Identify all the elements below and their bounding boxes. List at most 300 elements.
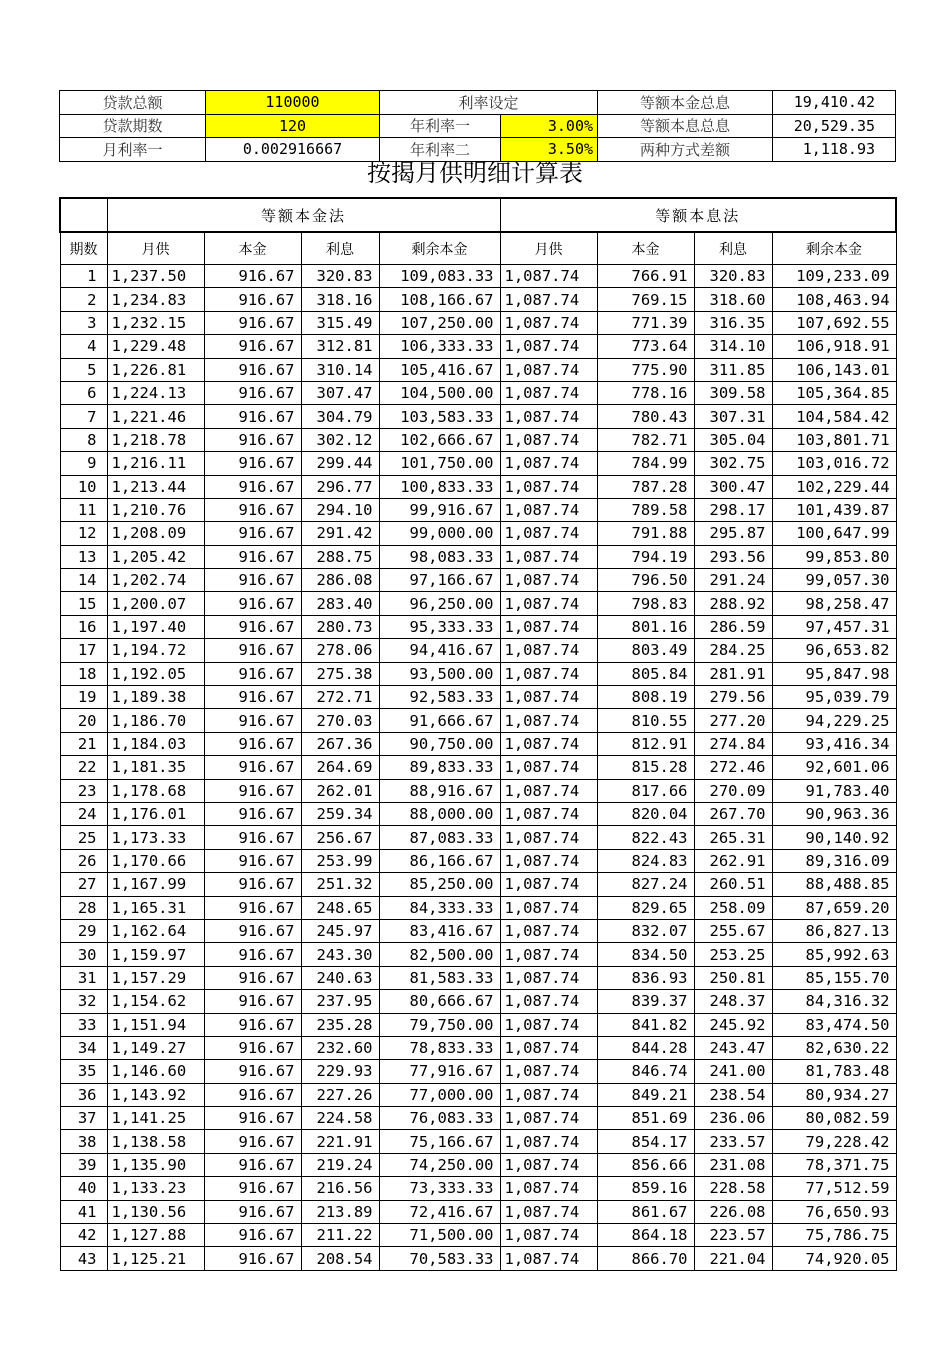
- period-cell: 36: [60, 1083, 107, 1106]
- column-header-remaining: 剩余本金: [379, 232, 500, 265]
- ei-principal-cell: 789.58: [597, 498, 694, 521]
- ep-interest-cell: 304.79: [301, 405, 379, 428]
- ei-payment-cell: 1,087.74: [500, 1036, 597, 1059]
- ep-payment-cell: 1,237.50: [107, 265, 204, 288]
- ep-interest-cell: 251.32: [301, 873, 379, 896]
- ei-payment-cell: 1,087.74: [500, 943, 597, 966]
- ei-remaining-cell: 99,057.30: [772, 569, 896, 592]
- ep-remaining-cell: 109,083.33: [379, 265, 500, 288]
- ei-remaining-cell: 75,786.75: [772, 1224, 896, 1247]
- ep-interest-cell: 315.49: [301, 311, 379, 334]
- ep-payment-cell: 1,226.81: [107, 358, 204, 381]
- ep-payment-cell: 1,224.13: [107, 381, 204, 404]
- ei-remaining-cell: 94,229.25: [772, 709, 896, 732]
- column-header-principal: 本金: [204, 232, 301, 265]
- period-cell: 37: [60, 1107, 107, 1130]
- ei-interest-cell: 288.92: [694, 592, 772, 615]
- ep-remaining-cell: 88,000.00: [379, 802, 500, 825]
- ep-payment-cell: 1,186.70: [107, 709, 204, 732]
- ep-payment-cell: 1,130.56: [107, 1200, 204, 1223]
- ep-principal-cell: 916.67: [204, 1107, 301, 1130]
- column-header-remaining: 剩余本金: [772, 232, 896, 265]
- ei-interest-cell: 250.81: [694, 966, 772, 989]
- ei-payment-cell: 1,087.74: [500, 452, 597, 475]
- ei-remaining-cell: 95,039.79: [772, 686, 896, 709]
- ei-principal-cell: 784.99: [597, 452, 694, 475]
- ei-payment-cell: 1,087.74: [500, 592, 597, 615]
- ei-payment-cell: 1,087.74: [500, 686, 597, 709]
- equal-principal-interest-value: 19,410.42: [773, 91, 896, 115]
- ei-principal-cell: 796.50: [597, 569, 694, 592]
- period-cell: 10: [60, 475, 107, 498]
- ep-remaining-cell: 105,416.67: [379, 358, 500, 381]
- ep-remaining-cell: 100,833.33: [379, 475, 500, 498]
- ep-payment-cell: 1,218.78: [107, 428, 204, 451]
- ep-interest-cell: 259.34: [301, 802, 379, 825]
- ei-remaining-cell: 100,647.99: [772, 522, 896, 545]
- ep-remaining-cell: 98,083.33: [379, 545, 500, 568]
- table-row: [60, 943, 896, 966]
- ep-interest-cell: 235.28: [301, 1013, 379, 1036]
- table-row: [60, 873, 896, 896]
- ep-payment-cell: 1,162.64: [107, 919, 204, 942]
- ep-payment-cell: 1,181.35: [107, 756, 204, 779]
- ep-interest-cell: 232.60: [301, 1036, 379, 1059]
- ei-payment-cell: 1,087.74: [500, 358, 597, 381]
- ep-interest-cell: 296.77: [301, 475, 379, 498]
- ei-payment-cell: 1,087.74: [500, 1247, 597, 1270]
- column-header-interest: 利息: [301, 232, 379, 265]
- ei-principal-cell: 824.83: [597, 849, 694, 872]
- ei-interest-cell: 238.54: [694, 1083, 772, 1106]
- ep-principal-cell: 916.67: [204, 615, 301, 638]
- ei-interest-cell: 223.57: [694, 1224, 772, 1247]
- ei-interest-cell: 309.58: [694, 381, 772, 404]
- period-cell: 26: [60, 849, 107, 872]
- ep-remaining-cell: 78,833.33: [379, 1036, 500, 1059]
- ep-principal-cell: 916.67: [204, 452, 301, 475]
- ep-interest-cell: 213.89: [301, 1200, 379, 1223]
- loan-periods-label: 贷款期数: [60, 114, 206, 138]
- ep-remaining-cell: 85,250.00: [379, 873, 500, 896]
- ep-remaining-cell: 93,500.00: [379, 662, 500, 685]
- table-row: [60, 919, 896, 942]
- ei-interest-cell: 245.92: [694, 1013, 772, 1036]
- ei-principal-cell: 801.16: [597, 615, 694, 638]
- ep-interest-cell: 286.08: [301, 569, 379, 592]
- ep-remaining-cell: 82,500.00: [379, 943, 500, 966]
- annual-rate-one-label: 年利率一: [380, 114, 501, 138]
- ei-remaining-cell: 81,783.48: [772, 1060, 896, 1083]
- ei-interest-cell: 281.91: [694, 662, 772, 685]
- ei-remaining-cell: 77,512.59: [772, 1177, 896, 1200]
- period-cell: 35: [60, 1060, 107, 1083]
- ep-principal-cell: 916.67: [204, 522, 301, 545]
- ep-interest-cell: 310.14: [301, 358, 379, 381]
- ep-remaining-cell: 88,916.67: [379, 779, 500, 802]
- ep-interest-cell: 302.12: [301, 428, 379, 451]
- ei-payment-cell: 1,087.74: [500, 849, 597, 872]
- ei-interest-cell: 255.67: [694, 919, 772, 942]
- ei-remaining-cell: 92,601.06: [772, 756, 896, 779]
- table-row: [60, 849, 896, 872]
- ep-interest-cell: 280.73: [301, 615, 379, 638]
- group-header-equal-principal: 等额本金法: [107, 198, 500, 232]
- ei-interest-cell: 295.87: [694, 522, 772, 545]
- ep-principal-cell: 916.67: [204, 1036, 301, 1059]
- ei-interest-cell: 243.47: [694, 1036, 772, 1059]
- ep-payment-cell: 1,189.38: [107, 686, 204, 709]
- ei-remaining-cell: 83,474.50: [772, 1013, 896, 1036]
- ei-interest-cell: 260.51: [694, 873, 772, 896]
- ei-principal-cell: 798.83: [597, 592, 694, 615]
- ep-interest-cell: 216.56: [301, 1177, 379, 1200]
- period-cell: 33: [60, 1013, 107, 1036]
- ei-principal-cell: 841.82: [597, 1013, 694, 1036]
- period-cell: 41: [60, 1200, 107, 1223]
- ei-payment-cell: 1,087.74: [500, 709, 597, 732]
- table-row: [60, 358, 896, 381]
- ei-remaining-cell: 103,801.71: [772, 428, 896, 451]
- ep-principal-cell: 916.67: [204, 826, 301, 849]
- ei-principal-cell: 844.28: [597, 1036, 694, 1059]
- ei-remaining-cell: 102,229.44: [772, 475, 896, 498]
- ep-principal-cell: 916.67: [204, 779, 301, 802]
- ei-payment-cell: 1,087.74: [500, 966, 597, 989]
- ep-interest-cell: 283.40: [301, 592, 379, 615]
- ei-principal-cell: 829.65: [597, 896, 694, 919]
- table-row: [60, 1107, 896, 1130]
- ei-payment-cell: 1,087.74: [500, 919, 597, 942]
- ei-interest-cell: 228.58: [694, 1177, 772, 1200]
- ep-interest-cell: 312.81: [301, 335, 379, 358]
- ei-payment-cell: 1,087.74: [500, 569, 597, 592]
- ep-remaining-cell: 76,083.33: [379, 1107, 500, 1130]
- ei-interest-cell: 318.60: [694, 288, 772, 311]
- table-row: [60, 662, 896, 685]
- ep-principal-cell: 916.67: [204, 335, 301, 358]
- ep-interest-cell: 237.95: [301, 990, 379, 1013]
- ei-interest-cell: 314.10: [694, 335, 772, 358]
- parameters-row: [60, 114, 896, 138]
- ep-interest-cell: 245.97: [301, 919, 379, 942]
- ep-remaining-cell: 96,250.00: [379, 592, 500, 615]
- ei-payment-cell: 1,087.74: [500, 1013, 597, 1036]
- table-row: [60, 1153, 896, 1176]
- ep-interest-cell: 267.36: [301, 732, 379, 755]
- table-row: [60, 335, 896, 358]
- ep-principal-cell: 916.67: [204, 592, 301, 615]
- ep-payment-cell: 1,210.76: [107, 498, 204, 521]
- ei-payment-cell: 1,087.74: [500, 522, 597, 545]
- table-row: [60, 732, 896, 755]
- period-cell: 19: [60, 686, 107, 709]
- ep-remaining-cell: 75,166.67: [379, 1130, 500, 1153]
- ep-principal-cell: 916.67: [204, 990, 301, 1013]
- rate-settings-label: 利率设定: [380, 91, 598, 115]
- table-row: [60, 452, 896, 475]
- ei-remaining-cell: 105,364.85: [772, 381, 896, 404]
- ei-interest-cell: 231.08: [694, 1153, 772, 1176]
- table-row: [60, 545, 896, 568]
- ep-remaining-cell: 97,166.67: [379, 569, 500, 592]
- parameters-row: [60, 91, 896, 115]
- table-row: [60, 1200, 896, 1223]
- ep-payment-cell: 1,216.11: [107, 452, 204, 475]
- ei-payment-cell: 1,087.74: [500, 1177, 597, 1200]
- ei-payment-cell: 1,087.74: [500, 428, 597, 451]
- ei-remaining-cell: 98,258.47: [772, 592, 896, 615]
- period-cell: 22: [60, 756, 107, 779]
- ep-payment-cell: 1,205.42: [107, 545, 204, 568]
- period-cell: 16: [60, 615, 107, 638]
- ep-payment-cell: 1,135.90: [107, 1153, 204, 1176]
- ei-remaining-cell: 106,918.91: [772, 335, 896, 358]
- table-row: [60, 592, 896, 615]
- table-row: [60, 1130, 896, 1153]
- ep-principal-cell: 916.67: [204, 288, 301, 311]
- ei-remaining-cell: 90,140.92: [772, 826, 896, 849]
- ei-payment-cell: 1,087.74: [500, 615, 597, 638]
- ep-payment-cell: 1,221.46: [107, 405, 204, 428]
- ei-payment-cell: 1,087.74: [500, 826, 597, 849]
- ei-principal-cell: 856.66: [597, 1153, 694, 1176]
- ei-remaining-cell: 99,853.80: [772, 545, 896, 568]
- ei-payment-cell: 1,087.74: [500, 498, 597, 521]
- ep-principal-cell: 916.67: [204, 1060, 301, 1083]
- ep-remaining-cell: 87,083.33: [379, 826, 500, 849]
- ep-remaining-cell: 70,583.33: [379, 1247, 500, 1270]
- table-row: [60, 896, 896, 919]
- ep-payment-cell: 1,165.31: [107, 896, 204, 919]
- ei-principal-cell: 778.16: [597, 381, 694, 404]
- equal-installment-interest-label: 等额本息总息: [598, 114, 773, 138]
- ei-interest-cell: 221.04: [694, 1247, 772, 1270]
- ep-interest-cell: 256.67: [301, 826, 379, 849]
- ep-interest-cell: 208.54: [301, 1247, 379, 1270]
- column-header-principal: 本金: [597, 232, 694, 265]
- ei-remaining-cell: 85,992.63: [772, 943, 896, 966]
- ei-remaining-cell: 80,082.59: [772, 1107, 896, 1130]
- ep-remaining-cell: 108,166.67: [379, 288, 500, 311]
- ep-interest-cell: 320.83: [301, 265, 379, 288]
- ei-principal-cell: 832.07: [597, 919, 694, 942]
- ep-remaining-cell: 83,416.67: [379, 919, 500, 942]
- table-row: [60, 405, 896, 428]
- ei-principal-cell: 836.93: [597, 966, 694, 989]
- ei-remaining-cell: 78,371.75: [772, 1153, 896, 1176]
- ei-remaining-cell: 88,488.85: [772, 873, 896, 896]
- ei-remaining-cell: 74,920.05: [772, 1247, 896, 1270]
- schedule-rows: [60, 265, 896, 1271]
- period-cell: 15: [60, 592, 107, 615]
- period-cell: 23: [60, 779, 107, 802]
- table-row: [60, 1083, 896, 1106]
- annual-rate-two-input[interactable]: 3.50%: [501, 138, 598, 162]
- ei-principal-cell: 810.55: [597, 709, 694, 732]
- table-row: [60, 1036, 896, 1059]
- table-row: [60, 381, 896, 404]
- annual-rate-one-input[interactable]: 3.00%: [501, 114, 598, 138]
- ep-payment-cell: 1,194.72: [107, 639, 204, 662]
- column-header-period: 期数: [60, 232, 107, 265]
- ep-interest-cell: 211.22: [301, 1224, 379, 1247]
- ei-remaining-cell: 97,457.31: [772, 615, 896, 638]
- ep-payment-cell: 1,127.88: [107, 1224, 204, 1247]
- period-cell: 8: [60, 428, 107, 451]
- ep-payment-cell: 1,200.07: [107, 592, 204, 615]
- ep-payment-cell: 1,197.40: [107, 615, 204, 638]
- ei-interest-cell: 236.06: [694, 1107, 772, 1130]
- table-row: [60, 779, 896, 802]
- ep-remaining-cell: 84,333.33: [379, 896, 500, 919]
- ep-payment-cell: 1,202.74: [107, 569, 204, 592]
- ep-principal-cell: 916.67: [204, 849, 301, 872]
- ep-interest-cell: 262.01: [301, 779, 379, 802]
- period-cell: 32: [60, 990, 107, 1013]
- ep-payment-cell: 1,125.21: [107, 1247, 204, 1270]
- ei-remaining-cell: 107,692.55: [772, 311, 896, 334]
- ep-payment-cell: 1,229.48: [107, 335, 204, 358]
- difference-value: 1,118.93: [773, 138, 896, 162]
- table-row: [60, 826, 896, 849]
- ei-interest-cell: 272.46: [694, 756, 772, 779]
- ep-principal-cell: 916.67: [204, 732, 301, 755]
- ep-interest-cell: 253.99: [301, 849, 379, 872]
- period-cell: 4: [60, 335, 107, 358]
- loan-periods-input[interactable]: 120: [206, 114, 380, 138]
- ei-principal-cell: 822.43: [597, 826, 694, 849]
- period-cell: 7: [60, 405, 107, 428]
- ep-interest-cell: 288.75: [301, 545, 379, 568]
- ei-remaining-cell: 95,847.98: [772, 662, 896, 685]
- period-cell: 30: [60, 943, 107, 966]
- period-cell: 28: [60, 896, 107, 919]
- period-cell: 1: [60, 265, 107, 288]
- ei-payment-cell: 1,087.74: [500, 896, 597, 919]
- ei-remaining-cell: 82,630.22: [772, 1036, 896, 1059]
- ep-remaining-cell: 80,666.67: [379, 990, 500, 1013]
- ep-remaining-cell: 104,500.00: [379, 381, 500, 404]
- ep-interest-cell: 240.63: [301, 966, 379, 989]
- ei-payment-cell: 1,087.74: [500, 288, 597, 311]
- period-cell: 24: [60, 802, 107, 825]
- ei-payment-cell: 1,087.74: [500, 1083, 597, 1106]
- ep-principal-cell: 916.67: [204, 756, 301, 779]
- table-row: [60, 428, 896, 451]
- ei-payment-cell: 1,087.74: [500, 873, 597, 896]
- column-header-payment: 月供: [500, 232, 597, 265]
- table-row: [60, 639, 896, 662]
- table-row: [60, 1224, 896, 1247]
- ei-principal-cell: 820.04: [597, 802, 694, 825]
- loan-amount-input[interactable]: 110000: [206, 91, 380, 115]
- period-cell: 2: [60, 288, 107, 311]
- ei-interest-cell: 277.20: [694, 709, 772, 732]
- ep-principal-cell: 916.67: [204, 1224, 301, 1247]
- ep-payment-cell: 1,138.58: [107, 1130, 204, 1153]
- period-cell: 9: [60, 452, 107, 475]
- ei-principal-cell: 808.19: [597, 686, 694, 709]
- ei-interest-cell: 298.17: [694, 498, 772, 521]
- ei-interest-cell: 291.24: [694, 569, 772, 592]
- ei-interest-cell: 274.84: [694, 732, 772, 755]
- ei-remaining-cell: 106,143.01: [772, 358, 896, 381]
- ep-interest-cell: 294.10: [301, 498, 379, 521]
- loan-amount-label: 贷款总额: [60, 91, 206, 115]
- ei-payment-cell: 1,087.74: [500, 662, 597, 685]
- ei-principal-cell: 854.17: [597, 1130, 694, 1153]
- ei-interest-cell: 300.47: [694, 475, 772, 498]
- period-cell: 43: [60, 1247, 107, 1270]
- table-row: [60, 498, 896, 521]
- ei-remaining-cell: 79,228.42: [772, 1130, 896, 1153]
- ep-principal-cell: 916.67: [204, 381, 301, 404]
- ep-payment-cell: 1,146.60: [107, 1060, 204, 1083]
- ei-payment-cell: 1,087.74: [500, 1060, 597, 1083]
- ei-payment-cell: 1,087.74: [500, 1200, 597, 1223]
- ei-payment-cell: 1,087.74: [500, 1130, 597, 1153]
- ei-remaining-cell: 87,659.20: [772, 896, 896, 919]
- ei-principal-cell: 766.91: [597, 265, 694, 288]
- ei-remaining-cell: 93,416.34: [772, 732, 896, 755]
- loan-parameters-table: [59, 90, 896, 162]
- ep-principal-cell: 916.67: [204, 1200, 301, 1223]
- ep-principal-cell: 916.67: [204, 966, 301, 989]
- ep-remaining-cell: 71,500.00: [379, 1224, 500, 1247]
- ei-principal-cell: 815.28: [597, 756, 694, 779]
- ep-remaining-cell: 74,250.00: [379, 1153, 500, 1176]
- ep-principal-cell: 916.67: [204, 1177, 301, 1200]
- ei-payment-cell: 1,087.74: [500, 1107, 597, 1130]
- ep-payment-cell: 1,178.68: [107, 779, 204, 802]
- ep-interest-cell: 278.06: [301, 639, 379, 662]
- ep-principal-cell: 916.67: [204, 639, 301, 662]
- ei-principal-cell: 794.19: [597, 545, 694, 568]
- ep-principal-cell: 916.67: [204, 265, 301, 288]
- period-cell: 11: [60, 498, 107, 521]
- ep-remaining-cell: 79,750.00: [379, 1013, 500, 1036]
- monthly-rate-label: 月利率一: [60, 138, 206, 162]
- column-header-payment: 月供: [107, 232, 204, 265]
- ei-remaining-cell: 90,963.36: [772, 802, 896, 825]
- monthly-rate-value: 0.002916667: [206, 138, 380, 162]
- table-row: [60, 569, 896, 592]
- table-row: [60, 990, 896, 1013]
- table-row: [60, 475, 896, 498]
- ep-remaining-cell: 89,833.33: [379, 756, 500, 779]
- period-cell: 14: [60, 569, 107, 592]
- ep-remaining-cell: 72,416.67: [379, 1200, 500, 1223]
- ei-principal-cell: 866.70: [597, 1247, 694, 1270]
- table-row: [60, 709, 896, 732]
- ei-interest-cell: 270.09: [694, 779, 772, 802]
- ep-payment-cell: 1,234.83: [107, 288, 204, 311]
- ep-principal-cell: 916.67: [204, 405, 301, 428]
- ep-interest-cell: 291.42: [301, 522, 379, 545]
- ep-principal-cell: 916.67: [204, 498, 301, 521]
- ep-remaining-cell: 99,000.00: [379, 522, 500, 545]
- ep-principal-cell: 916.67: [204, 1130, 301, 1153]
- ei-payment-cell: 1,087.74: [500, 335, 597, 358]
- ei-interest-cell: 293.56: [694, 545, 772, 568]
- ei-payment-cell: 1,087.74: [500, 779, 597, 802]
- period-cell: 3: [60, 311, 107, 334]
- ep-interest-cell: 243.30: [301, 943, 379, 966]
- ei-principal-cell: 769.15: [597, 288, 694, 311]
- amortization-table: [59, 197, 897, 1271]
- ei-principal-cell: 787.28: [597, 475, 694, 498]
